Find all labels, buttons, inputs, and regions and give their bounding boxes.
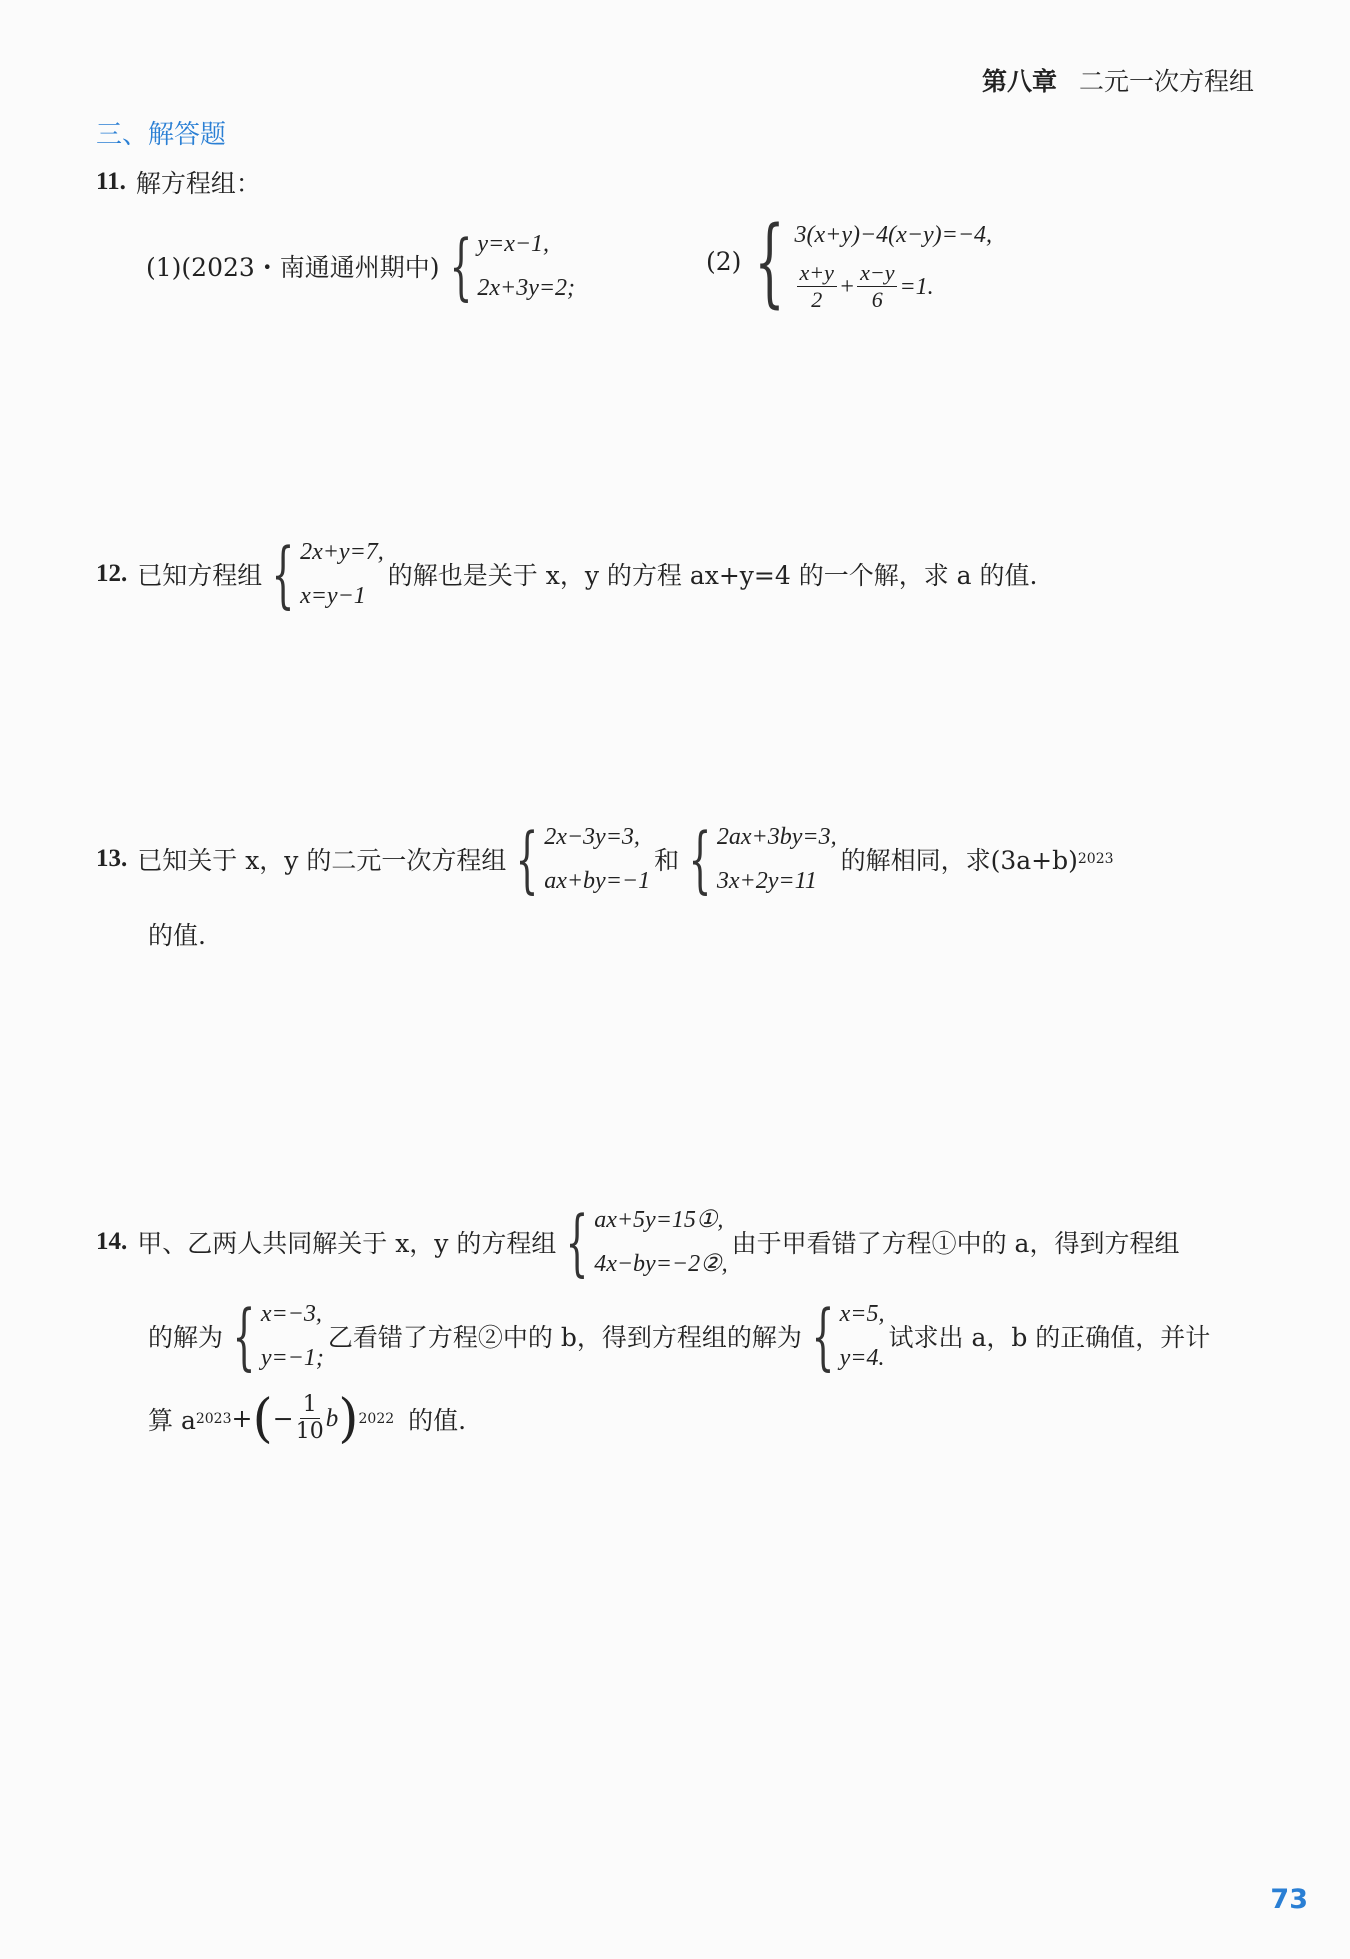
left-brace-icon: { xyxy=(449,224,472,308)
q11-p2-eq1: 3(x+y)−4(x−y)=−4, xyxy=(794,222,993,248)
q13-s1-eq2: ax+by=−1 xyxy=(544,868,651,894)
q14-b: b xyxy=(325,1404,339,1432)
left-paren: ( xyxy=(252,1388,273,1449)
q13-s2-eq2: 3x+2y=11 xyxy=(716,868,817,894)
q13-s2-eq1: 2ax+3by=3, xyxy=(716,824,837,850)
section-title: 三、解答题 xyxy=(96,120,227,150)
q11-p2-label: (2) xyxy=(706,247,742,276)
left-brace-icon: { xyxy=(754,205,786,318)
q13-mid: 和 xyxy=(654,846,680,875)
page-header xyxy=(982,62,1254,98)
q14-number: 14. xyxy=(96,1228,128,1255)
q12-eq2: x=y−1 xyxy=(300,583,366,609)
q14-line1 xyxy=(96,1198,1179,1286)
q14-post: 由于甲看错了方程①中的 a，得到方程组 xyxy=(731,1229,1180,1258)
q11-prompt: 解方程组： xyxy=(135,169,261,198)
right-paren: ) xyxy=(338,1388,359,1449)
q13-system1 xyxy=(510,815,650,903)
q13-system2 xyxy=(683,815,837,903)
q11-p2-system xyxy=(745,205,993,318)
q11-p2-frac2: $\frac{x-y}{6}$ xyxy=(857,260,897,313)
q14-exp1: 2023 xyxy=(195,1410,232,1427)
q12-number: 12. xyxy=(96,560,128,587)
q14-l3-post: 的值. xyxy=(408,1405,467,1435)
q12-eq1: 2x+y=7, xyxy=(300,539,384,565)
q11-number: 11. xyxy=(96,168,126,195)
q11-p2-frac1: $\frac{x+y}{2}$ xyxy=(797,260,837,313)
q11-prompt-line xyxy=(96,164,261,200)
q14-a-eq2: y=−1; xyxy=(260,1345,324,1371)
q11-p1-eq2: 2x+3y=2; xyxy=(477,275,576,301)
q14-minus: − xyxy=(272,1404,294,1433)
q11-part1 xyxy=(146,222,579,310)
q14-eq1: ax+5y=15①, xyxy=(594,1207,724,1233)
left-brace-icon: { xyxy=(515,817,539,901)
q12-system xyxy=(266,530,384,618)
left-brace-icon: { xyxy=(232,1294,256,1378)
q13-exponent: 2023 xyxy=(1077,851,1114,867)
q13-s1-eq1: 2x−3y=3, xyxy=(544,824,640,850)
left-brace-icon: { xyxy=(565,1200,589,1284)
left-brace-icon: { xyxy=(271,532,295,616)
q14-l2-pre: 的解为 xyxy=(148,1323,224,1352)
q14-eq2: 4x−by=−2②, xyxy=(594,1251,728,1277)
q13-pre: 已知关于 x，y 的二元一次方程组 xyxy=(137,846,507,875)
q14-b-eq1: x=5, xyxy=(839,1301,885,1327)
left-brace-icon: { xyxy=(688,817,712,901)
q11-part2 xyxy=(706,205,996,318)
q14-b-eq2: y=4. xyxy=(839,1345,885,1371)
q14-line3 xyxy=(148,1388,467,1449)
q12-pre: 已知方程组 xyxy=(137,561,263,590)
q13-line2: 的值. xyxy=(148,921,206,950)
q13-number: 13. xyxy=(96,845,128,872)
q11-p1-eq1: y=x−1, xyxy=(477,231,550,257)
chapter-label: 第八章 xyxy=(981,67,1057,96)
q12-line xyxy=(96,530,1037,618)
q11-p2-eq2: $\frac{x+y}{2}$ + $\frac{x-y}{6}$ =1. xyxy=(795,260,993,313)
page-number: 73 xyxy=(1270,1884,1308,1915)
chapter-title: 二元一次方程组 xyxy=(1078,67,1254,96)
q13-line xyxy=(96,815,1114,903)
q14-solution-a xyxy=(227,1292,324,1380)
q14-a-eq1: x=−3, xyxy=(260,1301,322,1327)
q12-post: 的解也是关于 x，y 的方程 ax+y=4 的一个解，求 a 的值. xyxy=(387,561,1038,590)
q14-frac: $\frac{1}{10}$ xyxy=(295,1392,324,1444)
q14-line2 xyxy=(148,1292,1210,1380)
q14-pre: 甲、乙两人共同解关于 x，y 的方程组 xyxy=(137,1229,557,1258)
q14-l2-post: 试求出 a，b 的正确值，并计 xyxy=(888,1323,1211,1352)
q14-solution-b xyxy=(806,1292,885,1380)
q13-post: 的解相同，求(3a+b) xyxy=(840,846,1078,875)
q14-l2-mid: 乙看错了方程②中的 b，得到方程组的解为 xyxy=(327,1323,802,1352)
q14-l3-pre: 算 a xyxy=(148,1405,196,1435)
q11-p1-label: (1)(2023・南通通州期中) xyxy=(146,253,440,282)
q14-system xyxy=(560,1198,727,1286)
left-brace-icon: { xyxy=(811,1294,835,1378)
q11-p1-system xyxy=(444,222,576,310)
q14-plus: + xyxy=(231,1404,253,1433)
q14-exp2: 2022 xyxy=(358,1410,395,1427)
